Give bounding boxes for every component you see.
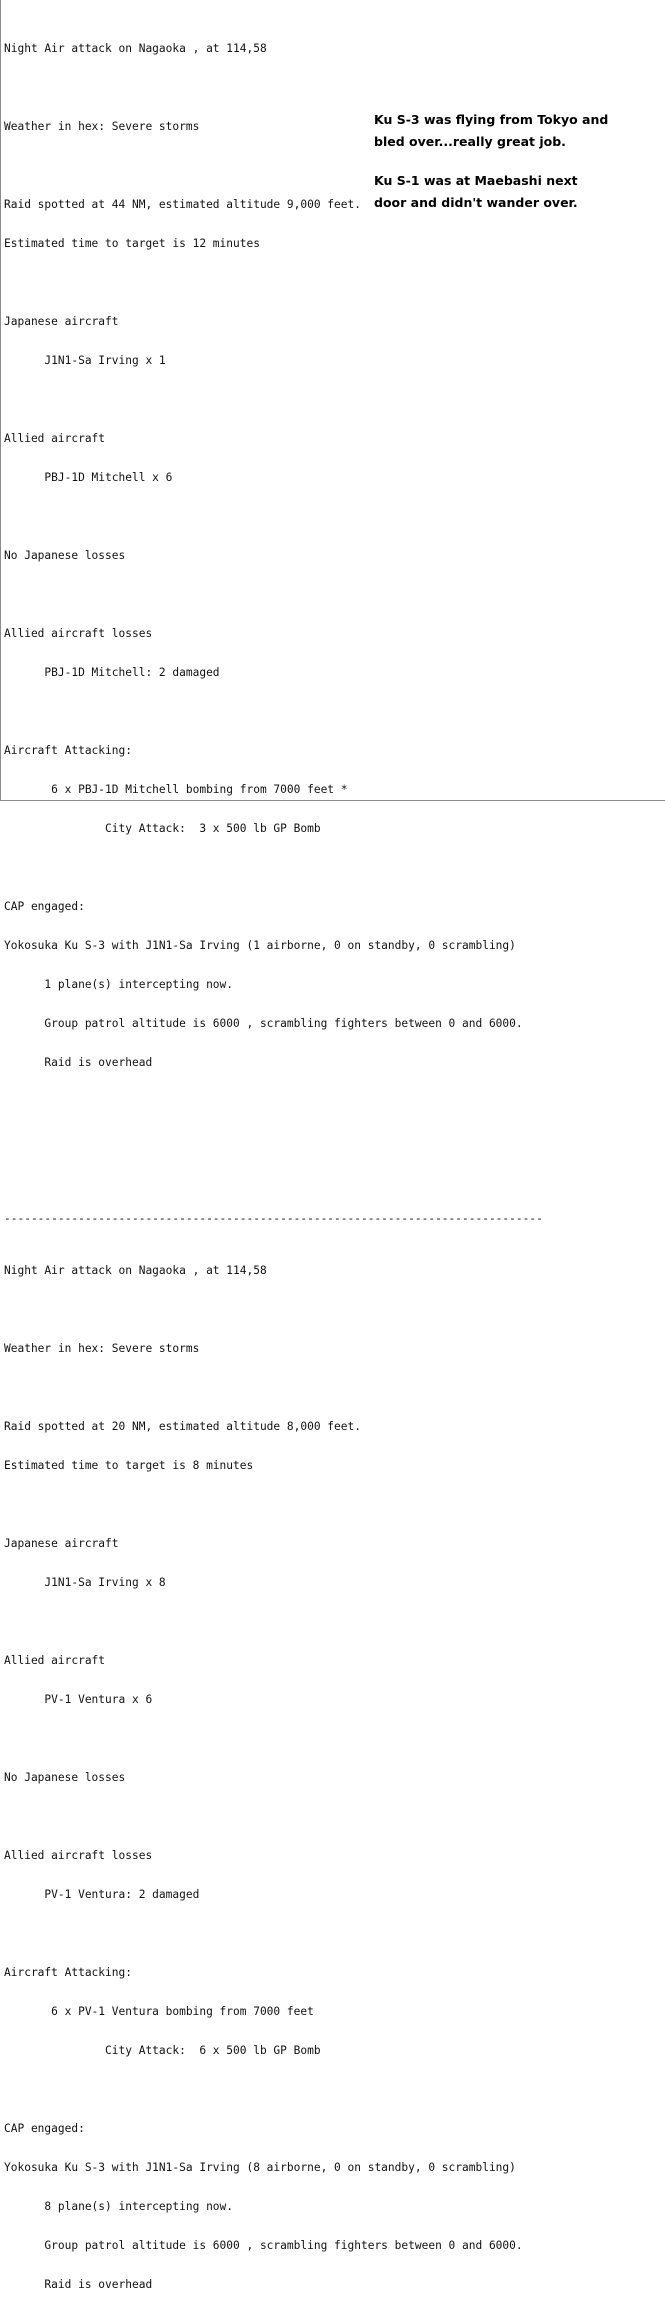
raid-2-allied-aircraft: PV-1 Ventura x 6 <box>4 1693 153 1706</box>
blank-line <box>4 510 543 523</box>
blank-line <box>4 861 543 874</box>
raid-2-spotted: Raid spotted at 20 NM, estimated altitude 8,000 feet. <box>4 1420 361 1433</box>
blank-line <box>4 81 543 94</box>
raid-1-allied-aircraft: PBJ-1D Mitchell x 6 <box>4 471 173 484</box>
blank-line <box>4 2083 543 2096</box>
raid-1-allied-aircraft-label: Allied aircraft <box>4 432 106 445</box>
blank-line <box>4 705 543 718</box>
blank-line <box>4 276 543 289</box>
raid-1-cap-intercepting: 1 plane(s) intercepting now. <box>4 978 234 991</box>
raid-2-japanese-aircraft: J1N1-Sa Irving x 8 <box>4 1576 166 1589</box>
blank-line <box>4 1732 543 1745</box>
raid-2-weather: Weather in hex: Severe storms <box>4 1342 200 1355</box>
blank-line <box>4 1095 543 1108</box>
raid-1-attacking-label: Aircraft Attacking: <box>4 744 132 757</box>
raid-1-spotted: Raid spotted at 44 NM, estimated altitude 9,000 feet. <box>4 198 361 211</box>
raid-2-japanese-aircraft-label: Japanese aircraft <box>4 1537 119 1550</box>
raid-2-header: Night Air attack on Nagaoka , at 114,58 <box>4 1264 267 1277</box>
raid-1-eta: Estimated time to target is 12 minutes <box>4 237 260 250</box>
raid-1-allied-losses-label: Allied aircraft losses <box>4 627 153 640</box>
raid-2-cap-overhead: Raid is overhead <box>4 2278 153 2291</box>
raid-2-cap-unit: Yokosuka Ku S-3 with J1N1-Sa Irving (8 airborne, 0 on standby, 0 scrambling) <box>4 2161 516 2174</box>
raid-2-attacking-label: Aircraft Attacking: <box>4 1966 132 1979</box>
raid-2-allied-aircraft-label: Allied aircraft <box>4 1654 106 1667</box>
raid-1-cap-unit: Yokosuka Ku S-3 with J1N1-Sa Irving (1 airborne, 0 on standby, 0 scrambling) <box>4 939 516 952</box>
raid-1-japanese-losses: No Japanese losses <box>4 549 126 562</box>
blank-line <box>4 1303 543 1316</box>
annotation-ku-s1 <box>374 170 578 214</box>
raid-2-cap-label: CAP engaged: <box>4 2122 85 2135</box>
combat-report-text <box>4 3 543 2317</box>
raid-1-weather: Weather in hex: Severe storms <box>4 120 200 133</box>
blank-line <box>4 588 543 601</box>
annotation-line: door and didn't wander over. <box>374 195 578 210</box>
raid-1-japanese-aircraft: J1N1-Sa Irving x 1 <box>4 354 166 367</box>
blank-line <box>4 393 543 406</box>
blank-line <box>4 1810 543 1823</box>
blank-line <box>4 1134 543 1147</box>
raid-1-attack-detail: City Attack: 3 x 500 lb GP Bomb <box>4 822 321 835</box>
raid-2-attacking-line: 6 x PV-1 Ventura bombing from 7000 feet <box>4 2005 314 2018</box>
annotation-ku-s3 <box>374 109 608 153</box>
raid-1-attacking-line: 6 x PBJ-1D Mitchell bombing from 7000 feet * <box>4 783 348 796</box>
annotation-line: bled over...really great job. <box>374 134 566 149</box>
raid-1-cap-patrol: Group patrol altitude is 6000 , scrambling fighters between 0 and 6000. <box>4 1017 523 1030</box>
raid-separator: -------------------------------------------------------------------------------- <box>4 1212 543 1225</box>
raid-2-eta: Estimated time to target is 8 minutes <box>4 1459 254 1472</box>
annotation-line: Ku S-3 was flying from Tokyo and <box>374 112 609 127</box>
raid-1-japanese-aircraft-label: Japanese aircraft <box>4 315 119 328</box>
raid-2-attack-detail: City Attack: 6 x 500 lb GP Bomb <box>4 2044 321 2057</box>
raid-2-allied-losses: PV-1 Ventura: 2 damaged <box>4 1888 200 1901</box>
blank-line <box>4 1498 543 1511</box>
blank-line <box>4 1381 543 1394</box>
blank-line <box>4 1927 543 1940</box>
raid-1-allied-losses: PBJ-1D Mitchell: 2 damaged <box>4 666 220 679</box>
annotation-line: Ku S-1 was at Maebashi next <box>374 173 578 188</box>
blank-line <box>4 1615 543 1628</box>
blank-line <box>4 1173 543 1186</box>
raid-2-cap-patrol: Group patrol altitude is 6000 , scrambling fighters between 0 and 6000. <box>4 2239 523 2252</box>
raid-2-allied-losses-label: Allied aircraft losses <box>4 1849 153 1862</box>
raid-1-cap-overhead: Raid is overhead <box>4 1056 153 1069</box>
raid-2-japanese-losses: No Japanese losses <box>4 1771 126 1784</box>
raid-2-cap-intercepting: 8 plane(s) intercepting now. <box>4 2200 234 2213</box>
raid-1-cap-label: CAP engaged: <box>4 900 85 913</box>
raid-1-header: Night Air attack on Nagaoka , at 114,58 <box>4 42 267 55</box>
